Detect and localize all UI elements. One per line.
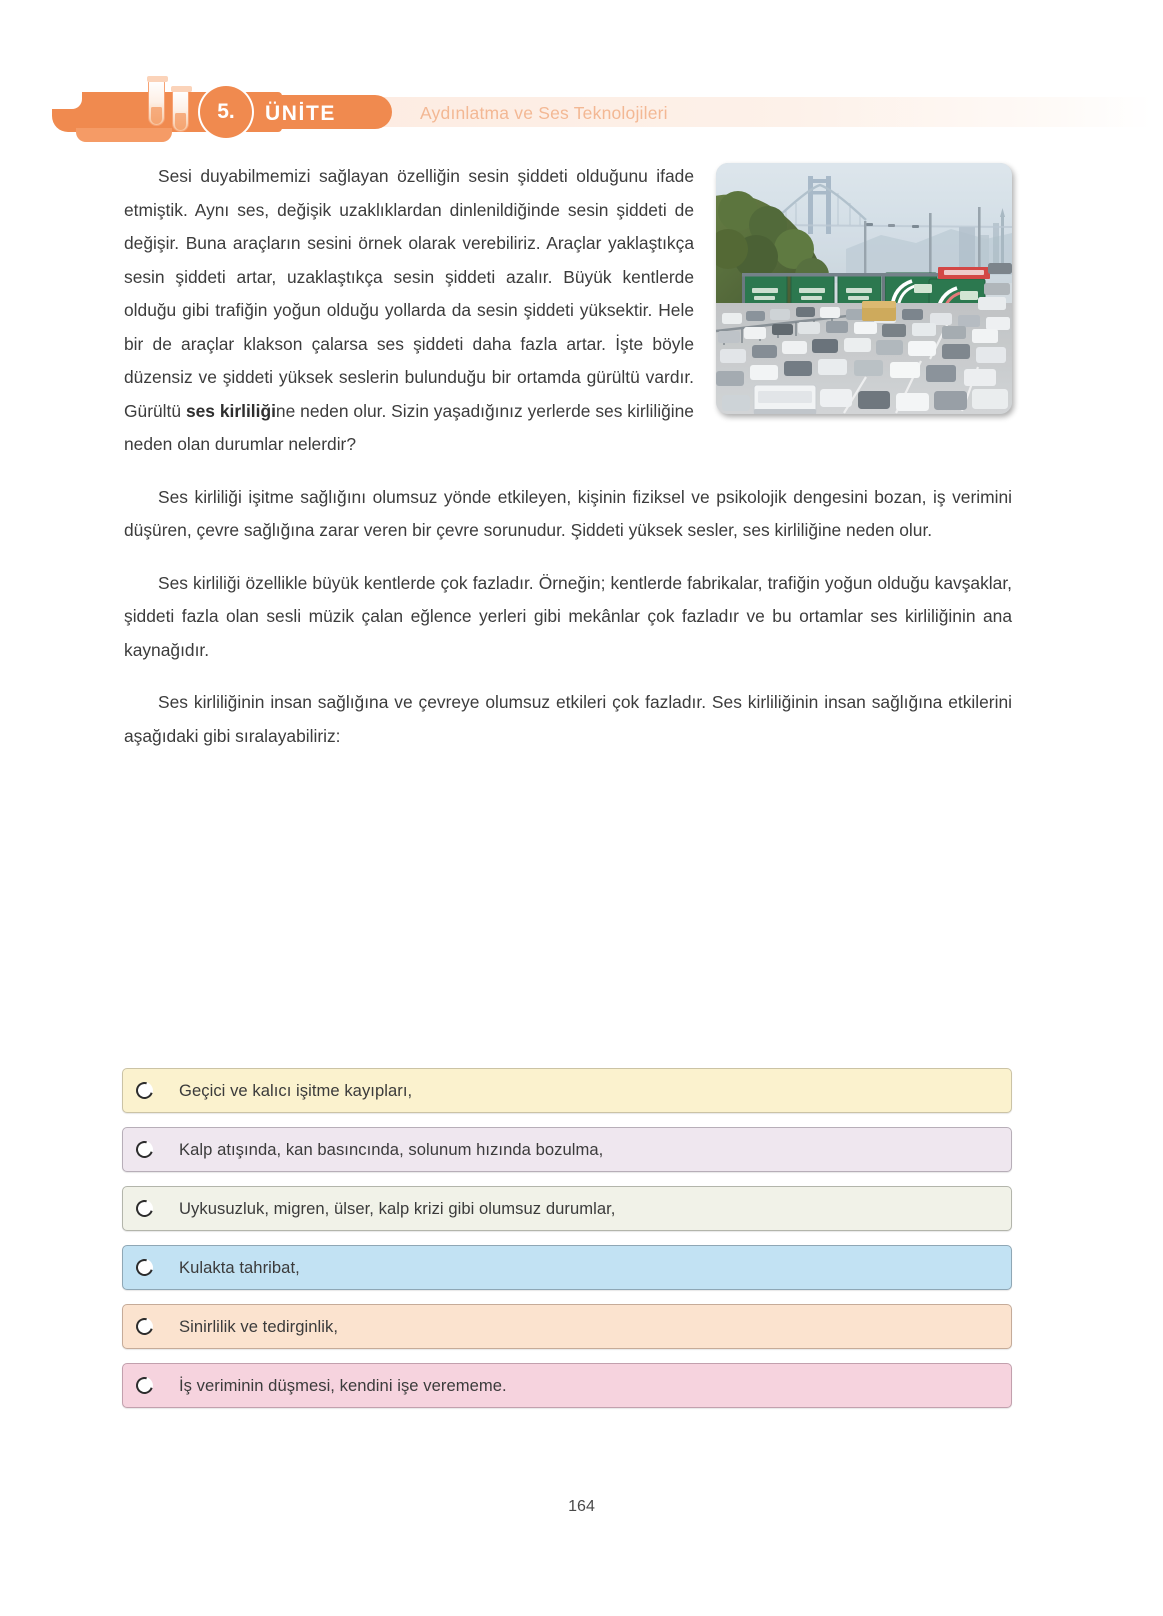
test-tube-liquid-icon [151, 107, 163, 124]
paragraph-2 [124, 481, 1012, 548]
circle-bullet-icon [133, 1079, 156, 1102]
test-tube-icon [172, 90, 189, 132]
effects-list [122, 1068, 1012, 1422]
circle-bullet-icon [133, 1256, 156, 1279]
unit-title: Aydınlatma ve Ses Teknolojileri [420, 103, 668, 123]
list-item [122, 1186, 1012, 1231]
list-item [122, 1363, 1012, 1408]
list-item-label: İş veriminin düşmesi, kendini işe verememe. [179, 1375, 507, 1395]
ribbon-notch [52, 92, 82, 109]
paragraph-2-text: Ses kirliliği işitme sağlığını olumsuz yönde etkileyen, kişinin fiziksel ve psikolojik dengesini bozan, iş verimini düşüren, çevre sağlığına zarar veren bir çevre sorunudur. Şiddeti yüksek sesler, ses kirliliğine neden olur. [124, 486, 1012, 540]
test-tube-icon [148, 80, 165, 126]
list-item-label: Sinirlilik ve tedirginlik, [179, 1316, 338, 1336]
traffic-jam-illustration [716, 163, 1012, 414]
unit-header [52, 84, 1112, 136]
paragraph-1-part-1: Sesi duyabilmemizi sağlayan özelliğin sesin şiddeti olduğunu ifade etmiştik. Aynı ses, değişik uzaklıklardan dinlenildiğinde sesin şiddeti de değişir. Buna araçların sesini örnek olarak verebiliriz. Araçlar yaklaştıkça sesin şiddeti artar, uzaklaştıkça sesin şiddeti azalır. Büyük kentlerde olduğu gibi trafiğin yoğun olduğu yollarda da sesin şiddeti yüksektir. Hele bir de araçlar klakson çalarsa ses şiddeti daha fazla artar. İşte böyle düzensiz ve şiddeti yüksek seslerin bulunduğu bir ortamda gürültü vardır. Gürültü [124, 166, 694, 421]
paragraph-4 [124, 686, 1012, 753]
list-item [122, 1068, 1012, 1113]
test-tube-cap-icon [171, 86, 192, 92]
list-item [122, 1245, 1012, 1290]
paragraph-4-text: Ses kirliliğinin insan sağlığına ve çevreye olumsuz etkileri çok fazladır. Ses kirliliğinin insan sağlığına etkilerini aşağıdaki gibi sıralayabiliriz: [124, 692, 1012, 746]
list-item-label: Kalp atışında, kan basıncında, solunum hızında bozulma, [179, 1139, 604, 1159]
photo-clip [716, 163, 1012, 414]
list-item-label: Kulakta tahribat, [179, 1257, 300, 1277]
list-item-label: Geçici ve kalıcı işitme kayıpları, [179, 1080, 413, 1100]
circle-bullet-icon [133, 1374, 156, 1397]
ribbon-tail [76, 128, 172, 142]
paragraph-3-text: Ses kirliliği özellikle büyük kentlerde çok fazladır. Örneğin; kentlerde fabrikalar, trafiğin yoğun olduğu kavşaklar, şiddeti fazla olan sesli müzik çalan eğlence yerleri gibi mekânlar çok fazladır ve bu ortamlar ses kirliliğinin ana kaynağıdır. [124, 572, 1012, 660]
circle-bullet-icon [133, 1197, 156, 1220]
unit-word-label: ÜNİTE [265, 102, 336, 125]
circle-bullet-icon [133, 1315, 156, 1338]
page-number: 164 [568, 1498, 595, 1515]
test-tube-cap-icon [147, 76, 168, 82]
list-item [122, 1127, 1012, 1172]
traffic-jam-photo [716, 163, 1012, 414]
circle-bullet-icon [133, 1138, 156, 1161]
body-text-column [124, 160, 1012, 772]
keyword-ses-kirliligi: ses kirliliği [185, 400, 276, 421]
list-item [122, 1304, 1012, 1349]
unit-number-badge: 5. [200, 86, 252, 138]
paragraph-3 [124, 567, 1012, 668]
paragraph-1-part-3: ne neden olur. Sizin yaşadığınız yerlerde ses kirliliğine neden olan durumlar nelerdir? [124, 400, 694, 454]
test-tube-liquid-icon [175, 113, 187, 130]
list-item-label: Uykusuzluk, migren, ülser, kalp krizi gibi olumsuz durumlar, [179, 1198, 616, 1218]
